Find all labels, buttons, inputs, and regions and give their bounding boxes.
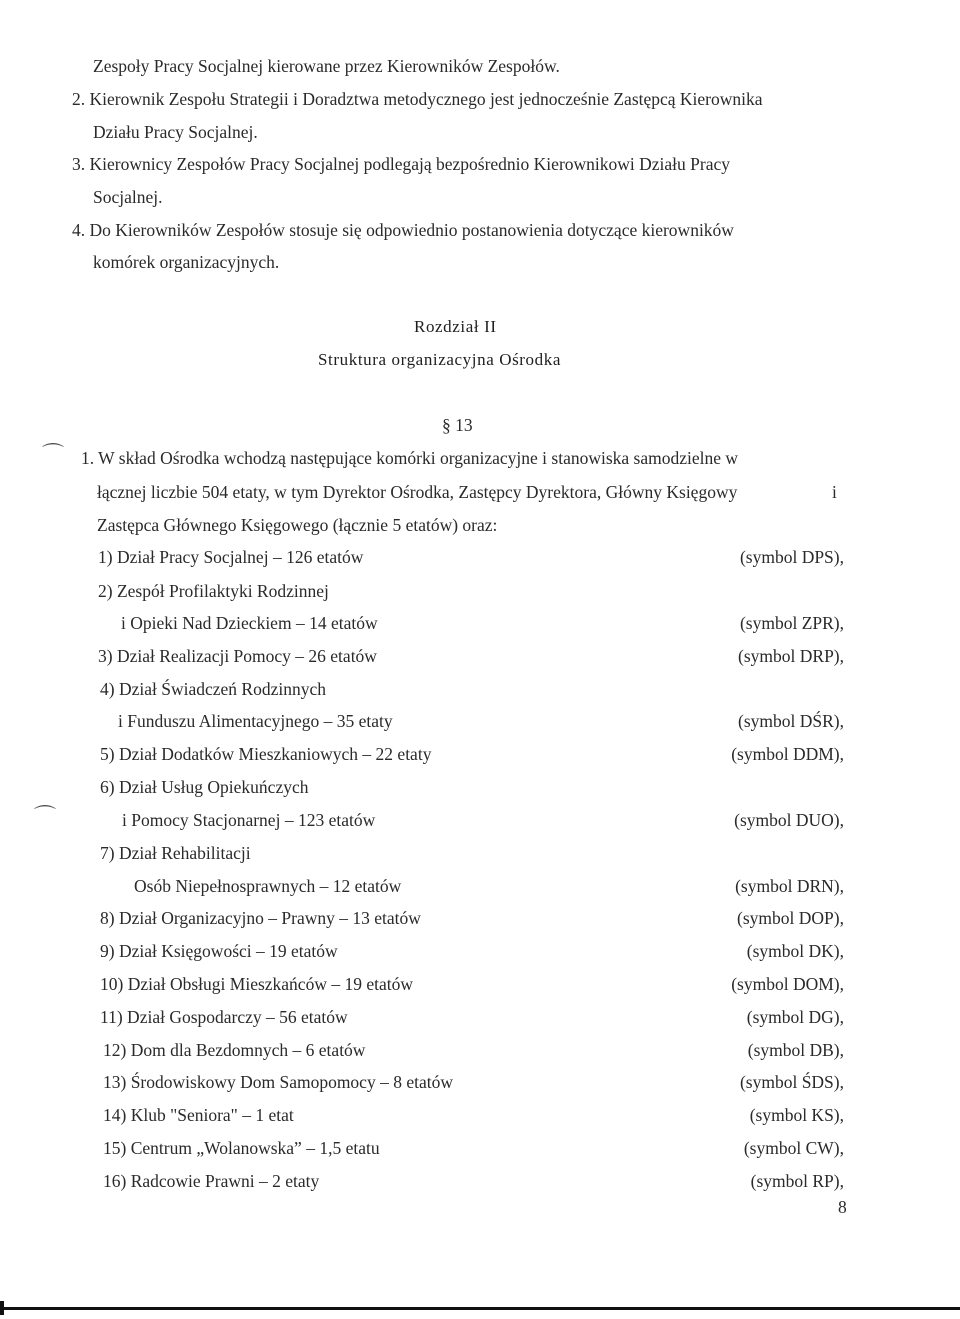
unit-11-symbol: (symbol DG), bbox=[746, 1007, 844, 1027]
unit-7-name-cont: Osób Niepełnosprawnych – 12 etatów bbox=[134, 876, 402, 896]
unit-11-name: 11) Dział Gospodarczy – 56 etatów bbox=[100, 1007, 348, 1027]
unit-5-name: 5) Dział Dodatków Mieszkaniowych – 22 etaty bbox=[100, 744, 432, 764]
bottom-scan-edge-left bbox=[0, 1301, 4, 1315]
unit-7-name: 7) Dział Rehabilitacji bbox=[100, 843, 251, 863]
intro-item-4-line-2: komórek organizacyjnych. bbox=[93, 252, 280, 272]
unit-6-name-cont: i Pomocy Stacjonarnej – 123 etatów bbox=[122, 810, 376, 830]
bottom-scan-edge bbox=[0, 1307, 960, 1310]
unit-9-name: 9) Dział Księgowości – 19 etatów bbox=[100, 941, 338, 961]
intro-item-3-line-1: 3. Kierownicy Zespołów Pracy Socjalnej podlegają bezpośrednio Kierownikowi Działu Pracy bbox=[72, 154, 731, 174]
paragraph-1-line-3: Zastępca Głównego Księgowego (łącznie 5 etatów) oraz: bbox=[97, 515, 498, 535]
intro-item-3-line-2: Socjalnej. bbox=[93, 187, 163, 207]
unit-16-name: 16) Radcowie Prawni – 2 etaty bbox=[103, 1171, 320, 1191]
unit-2-name: 2) Zespół Profilaktyki Rodzinnej bbox=[98, 581, 329, 601]
unit-12-name: 12) Dom dla Bezdomnych – 6 etatów bbox=[103, 1040, 366, 1060]
intro-line-1: Zespoły Pracy Socjalnej kierowane przez Kierowników Zespołów. bbox=[93, 56, 560, 76]
unit-1-symbol: (symbol DPS), bbox=[739, 547, 844, 567]
margin-mark: ⌒ bbox=[34, 804, 57, 829]
unit-2-symbol: (symbol ZPR), bbox=[739, 613, 844, 633]
unit-10-symbol: (symbol DOM), bbox=[731, 974, 844, 994]
unit-4-name-cont: i Funduszu Alimentacyjnego – 35 etaty bbox=[118, 711, 393, 731]
unit-8-symbol: (symbol DOP), bbox=[737, 908, 844, 928]
unit-8-name: 8) Dział Organizacyjno – Prawny – 13 etatów bbox=[100, 908, 421, 928]
unit-3-symbol: (symbol DRP), bbox=[738, 646, 844, 666]
intro-item-2-line-2: Działu Pracy Socjalnej. bbox=[93, 122, 258, 142]
section-number: § 13 bbox=[442, 415, 473, 435]
unit-2-name-cont: i Opieki Nad Dzieckiem – 14 etatów bbox=[121, 613, 378, 633]
unit-4-symbol: (symbol DŚR), bbox=[738, 711, 844, 731]
unit-15-name: 15) Centrum „Wolanowska” – 1,5 etatu bbox=[103, 1138, 380, 1158]
paragraph-1-line-2-end: i bbox=[832, 482, 837, 502]
unit-6-symbol: (symbol DUO), bbox=[734, 810, 844, 830]
unit-15-symbol: (symbol CW), bbox=[743, 1138, 844, 1158]
unit-13-name: 13) Środowiskowy Dom Samopomocy – 8 etatów bbox=[103, 1072, 453, 1092]
unit-16-symbol: (symbol RP), bbox=[750, 1171, 844, 1191]
chapter-title: Rozdział II bbox=[414, 317, 497, 336]
unit-14-name: 14) Klub "Seniora" – 1 etat bbox=[103, 1105, 294, 1125]
unit-7-symbol: (symbol DRN), bbox=[735, 876, 844, 896]
intro-item-2-line-1: 2. Kierownik Zespołu Strategii i Doradztwa metodycznego jest jednocześnie Zastępcą Kierownika bbox=[72, 89, 763, 109]
unit-10-name: 10) Dział Obsługi Mieszkańców – 19 etatów bbox=[100, 974, 413, 994]
unit-14-symbol: (symbol KS), bbox=[749, 1105, 844, 1125]
unit-9-symbol: (symbol DK), bbox=[746, 941, 844, 961]
margin-mark: ⌒ bbox=[42, 442, 65, 467]
chapter-subtitle: Struktura organizacyjna Ośrodka bbox=[318, 350, 561, 369]
unit-3-name: 3) Dział Realizacji Pomocy – 26 etatów bbox=[98, 646, 377, 666]
unit-4-name: 4) Dział Świadczeń Rodzinnych bbox=[100, 679, 326, 699]
paragraph-1-line-1: 1. W skład Ośrodka wchodzą następujące komórki organizacyjne i stanowiska samodzielne w bbox=[81, 448, 739, 468]
unit-6-name: 6) Dział Usług Opiekuńczych bbox=[100, 777, 309, 797]
paragraph-1-line-2: łącznej liczbie 504 etaty, w tym Dyrektor Ośrodka, Zastępcy Dyrektora, Główny Księgowy bbox=[97, 482, 738, 502]
intro-item-4-line-1: 4. Do Kierowników Zespołów stosuje się odpowiednio postanowienia dotyczące kierowników bbox=[72, 220, 734, 240]
unit-13-symbol: (symbol ŚDS), bbox=[739, 1072, 844, 1092]
unit-12-symbol: (symbol DB), bbox=[747, 1040, 844, 1060]
unit-5-symbol: (symbol DDM), bbox=[731, 744, 844, 764]
unit-1-name: 1) Dział Pracy Socjalnej – 126 etatów bbox=[98, 547, 364, 567]
page-number: 8 bbox=[838, 1197, 847, 1217]
